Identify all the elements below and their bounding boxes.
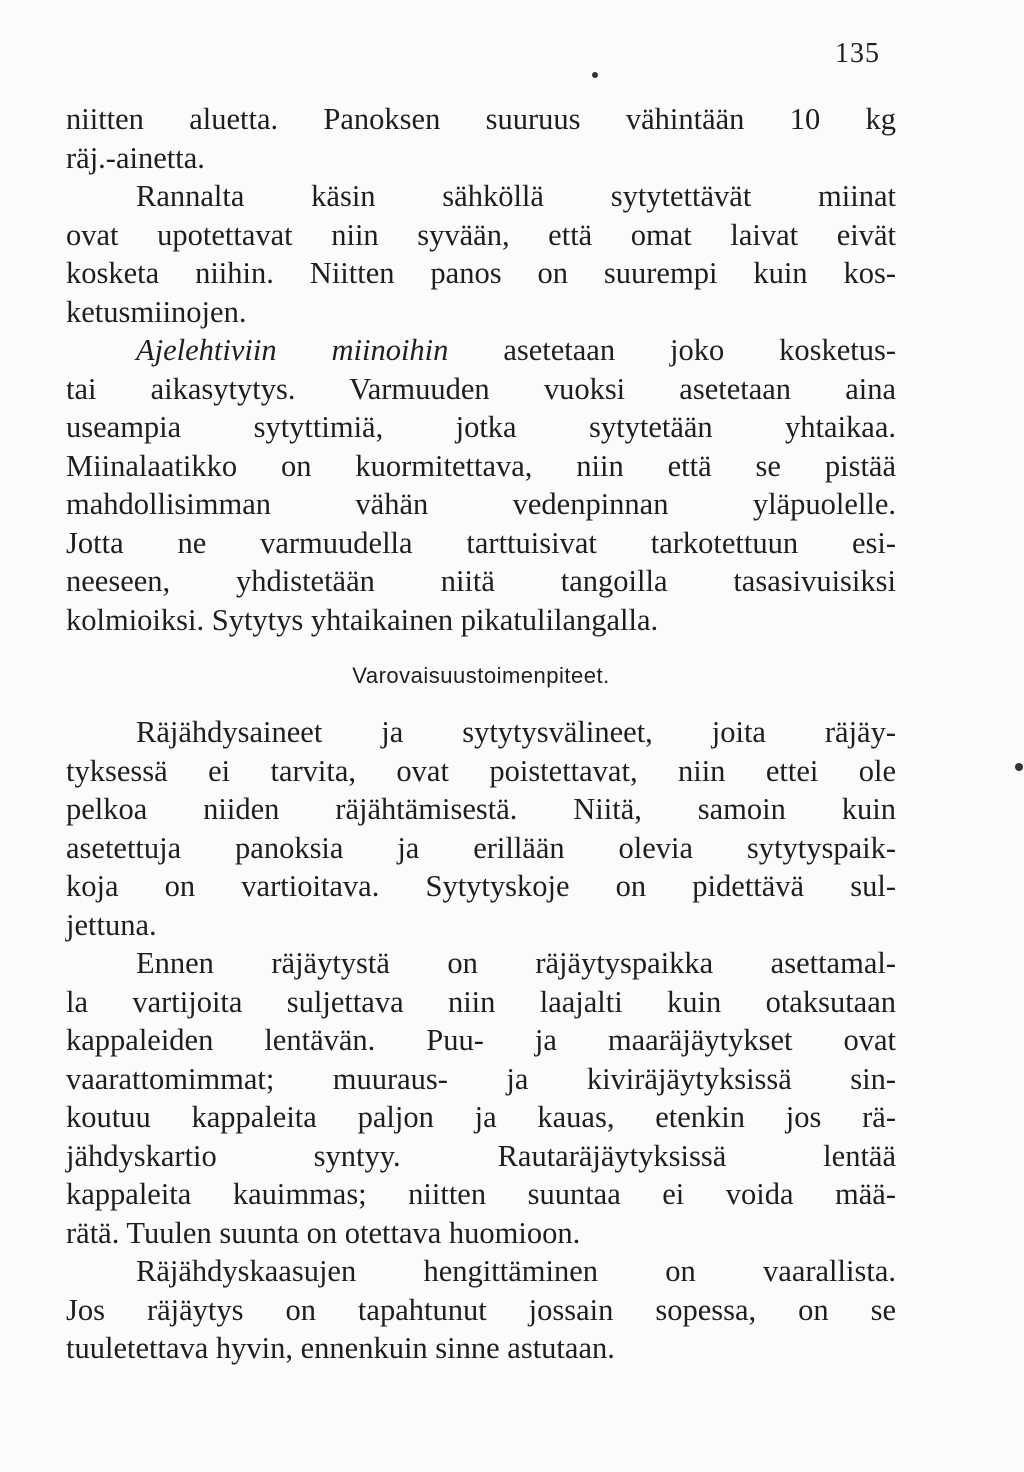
- text-line: pelkoa niiden räjähtämisestä. Niitä, samoin kuin: [66, 792, 896, 826]
- print-speck: [592, 72, 598, 78]
- text-line: rätä. Tuulen suunta on otettava huomioon.: [66, 1215, 581, 1250]
- line-rest: asetetaan joko kosketus-: [503, 333, 896, 367]
- text-line: Räjähdysaineet ja sytytysvälineet, joita räjäy-: [136, 715, 896, 749]
- text-line: vaarattomimmat; muuraus- ja kiviräjäytyksissä sin-: [66, 1061, 896, 1096]
- text-line: kolmioiksi. Sytytys yhtaikainen pikatulilangalla.: [66, 602, 659, 637]
- text-line: tai aikasytytys. Varmuuden vuoksi asetetaan aina: [66, 371, 896, 406]
- text-line: ketusmiinojen.: [66, 294, 247, 329]
- text-line: la vartijoita suljettava niin laajalti kuin otaksutaan: [66, 984, 896, 1019]
- text-line: jettuna.: [66, 907, 157, 942]
- text-line: jähdyskartio syntyy. Rautaräjäytyksissä lentää: [66, 1138, 896, 1173]
- print-speck: [1015, 763, 1023, 771]
- text-line: neeseen, yhdistetään niitä tangoilla tasasivuisiksi: [66, 564, 896, 598]
- text-line: tuuletettava hyvin, ennenkuin sinne astutaan.: [66, 1331, 615, 1365]
- text-line: koutuu kappaleita paljon ja kauas, etenkin jos rä-: [66, 1100, 896, 1134]
- text-line: Jotta ne varmuudella tarttuisivat tarkotettuun esi-: [66, 525, 896, 560]
- text-line: Miinalaatikko on kuormitettava, niin että se pistää: [66, 448, 896, 483]
- text-line: Rannalta käsin sähköllä sytytettävät miinat: [136, 179, 896, 213]
- text-line: Räjähdyskaasujen hengittäminen on vaarallista.: [136, 1254, 896, 1288]
- text-line: mahdollisimman vähän vedenpinnan yläpuolelle.: [66, 487, 896, 521]
- text-line: Jos räjäytys on tapahtunut jossain sopessa, on se: [66, 1292, 896, 1327]
- page-number: 135: [835, 38, 880, 69]
- text-line: kosketa niihin. Niitten panos on suurempi kuin kos-: [66, 256, 896, 290]
- text-line: niitten aluetta. Panoksen suuruus vähintään 10 kg: [66, 102, 896, 136]
- text-line: [66, 331, 896, 370]
- section-heading: Varovaisuustoimenpiteet.: [352, 663, 610, 688]
- text-line: Ennen räjäytystä on räjäytyspaikka asettamal-: [136, 946, 896, 980]
- text-line: kappaleita kauimmas; niitten suuntaa ei voida mää-: [66, 1177, 896, 1211]
- text-line: asetettuja panoksia ja erillään olevia sytytyspaik-: [66, 830, 896, 865]
- body-text: [66, 100, 896, 1368]
- text-line: koja on vartioitava. Sytytyskoje on pidettävä sul-: [66, 869, 896, 903]
- text-line: räj.-ainetta.: [66, 140, 205, 175]
- text-line: useampia sytyttimiä, jotka sytytetään yhtaikaa.: [66, 410, 896, 444]
- text-line: tyksessä ei tarvita, ovat poistettavat, niin ettei ole: [66, 753, 896, 788]
- text-line: kappaleiden lentävän. Puu- ja maaräjäytykset ovat: [66, 1023, 896, 1057]
- italic-lead: Ajelehtiviin miinoihin: [136, 333, 449, 367]
- text-line: ovat upotettavat niin syvään, että omat laivat eivät: [66, 217, 896, 252]
